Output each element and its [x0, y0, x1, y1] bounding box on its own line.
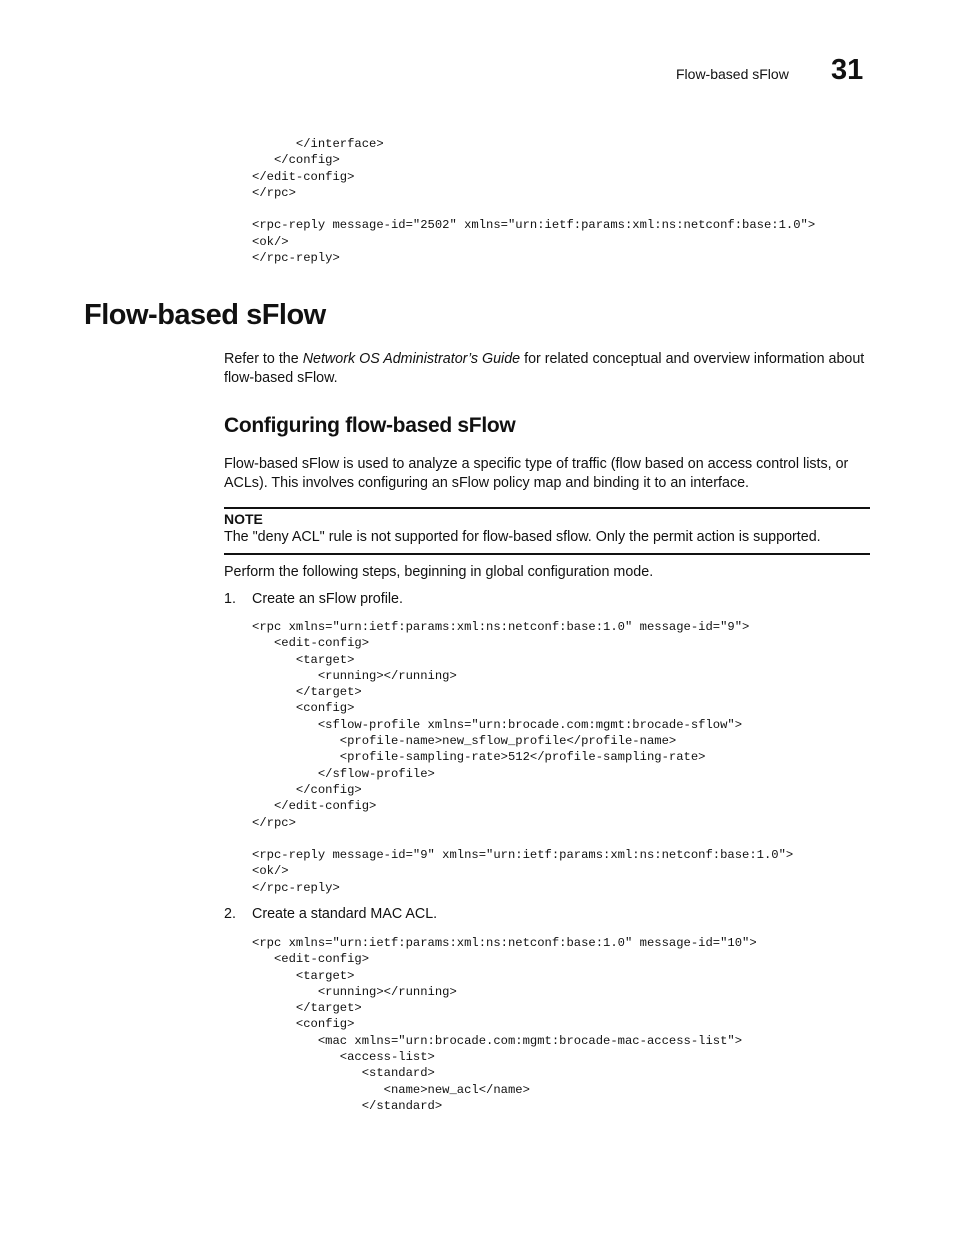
subsection-description: Flow-based sFlow is used to analyze a specific type of traffic (flow based on access control lists, or ACLs). This involves configuring an sFlow policy map and binding it to an interface. [224, 456, 849, 491]
note-text: The "deny ACL" rule is not supported for flow-based sflow. Only the permit action is supported. [224, 529, 821, 545]
step-1-number: 1. [224, 591, 236, 607]
step-2-number: 2. [224, 906, 236, 922]
section-intro [224, 350, 874, 388]
note-label: NOTE [224, 511, 263, 527]
intro-text-after: for related conceptual and overview information about flow-based sFlow. [224, 351, 865, 386]
code-block-step-1: <rpc xmlns="urn:ietf:params:xml:ns:netconf:base:1.0" message-id="9"> <edit-config> <target> <running></running> </target> <config> <sflow-profile xmlns="urn:brocade.com:mgmt:brocade-sflow"> <profile-name>new_sflow_profile</profile-name> <profile-sampling-rate>512</profile-sampling-rate> </sflow-profile> </config> </edit-config> </rpc> <rpc-reply message-id="9" xmlns="urn:ietf:params:xml:ns:netconf:base:1.0"> <ok/> </rpc-reply> [252, 620, 794, 895]
code-block-step-2: <rpc xmlns="urn:ietf:params:xml:ns:netconf:base:1.0" message-id="10"> <edit-config> <target> <running></running> </target> <config> <mac xmlns="urn:brocade.com:mgmt:brocade-mac-access-list"> <access-list> <standard> <name>new_acl</name> </standard> [252, 936, 757, 1113]
step-2-text: Create a standard MAC ACL. [252, 906, 438, 922]
subsection-title: Configuring flow-based sFlow [224, 414, 516, 437]
steps-intro: Perform the following steps, beginning in global configuration mode. [224, 564, 654, 580]
guide-title: Network OS Administrator’s Guide [302, 351, 521, 367]
chapter-number: 31 [831, 54, 864, 86]
step-1-text: Create an sFlow profile. [252, 591, 403, 607]
code-block-top: </interface> </config> </edit-config> </rpc> <rpc-reply message-id="2502" xmlns="urn:ietf:params:xml:ns:netconf:base:1.0"> <ok/> </rpc-reply> [252, 137, 816, 266]
section-title: Flow-based sFlow [84, 299, 326, 331]
intro-text-before: Refer to the [224, 351, 303, 367]
running-header-title: Flow-based sFlow [676, 66, 789, 82]
